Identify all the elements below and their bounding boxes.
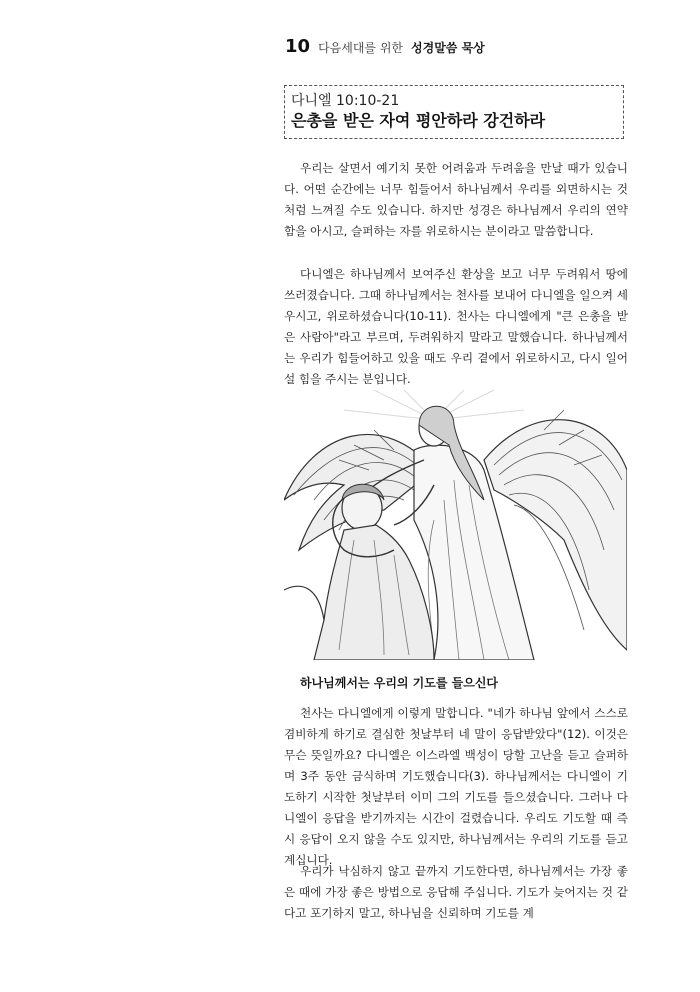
paragraph-4: 우리가 낙심하지 않고 끝까지 기도한다면, 하나님께서는 가장 좋은 때에 가장 좋은 방법으로 응답해 주십니다. 기도가 늦어지는 것 같다고 포기하지 말고, 하나님을 신뢰하며 기도를 계 [284, 864, 628, 920]
illustration-svg [284, 390, 627, 660]
page-header [285, 36, 485, 57]
page-number: 10 [285, 36, 311, 57]
scripture-reference: 다니엘 10:10-21 [291, 93, 400, 109]
header-title: 성경말씀 묵상 [411, 41, 485, 55]
angel-comforting-man-illustration [284, 390, 627, 660]
section-subheading: 하나님께서는 우리의 기도를 들으신다 [300, 676, 499, 690]
paragraph-1: 우리는 살면서 예기치 못한 어려움과 두려움을 만날 때가 있습니다. 어떤 순간에는 너무 힘들어서 하나님께서 우리를 외면하시는 것처럼 느껴질 수도 있습니다. 하지만 성경은 하나님께서 우리의 연약함을 아시고, 슬퍼하는 자를 위로하시는 분이라고 말씀합니다. [284, 161, 628, 238]
paragraph-2: 다니엘은 하나님께서 보여주신 환상을 보고 너무 두려워서 땅에 쓰러졌습니다. 그때 하나님께서는 천사를 보내어 다니엘을 일으켜 세우시고, 위로하셨습니다(10-11). 천사는 다니엘에게 "큰 은총을 받은 사람아"라고 부르며, 두려워하지 말라고 말했습니다. 하나님께서는 우리가 힘들어하고 있을 때도 우리 곁에서 위로하시고, 다시 일어설 힘을 주시는 분입니다. [284, 267, 628, 386]
man-figure [284, 484, 434, 660]
passage-title: 은총을 받은 자여 평안하라 강건하라 [291, 111, 546, 130]
passage-title-box [284, 85, 624, 139]
header-prefix: 다음세대를 위한 [318, 41, 404, 55]
paragraph-3: 천사는 다니엘에게 이렇게 말합니다. "네가 하나님 앞에서 스스로 겸비하게 하기로 결심한 첫날부터 네 말이 응답받았다"(12). 이것은 무슨 뜻일까요? 다니엘은 이스라엘 백성이 당할 고난을 듣고 슬퍼하며 3주 동안 금식하며 기도했습니다(3). 하나님께서는 다니엘이 기도하기 시작한 첫날부터 이미 그의 기도를 들으셨습니다. 그러나 다니엘이 응답을 받기까지는 시간이 걸렸습니다. 우리도 기도할 때 즉시 응답이 오지 않을 수도 있지만, 하나님께서는 우리의 기도를 듣고 계십니다. [284, 706, 628, 867]
